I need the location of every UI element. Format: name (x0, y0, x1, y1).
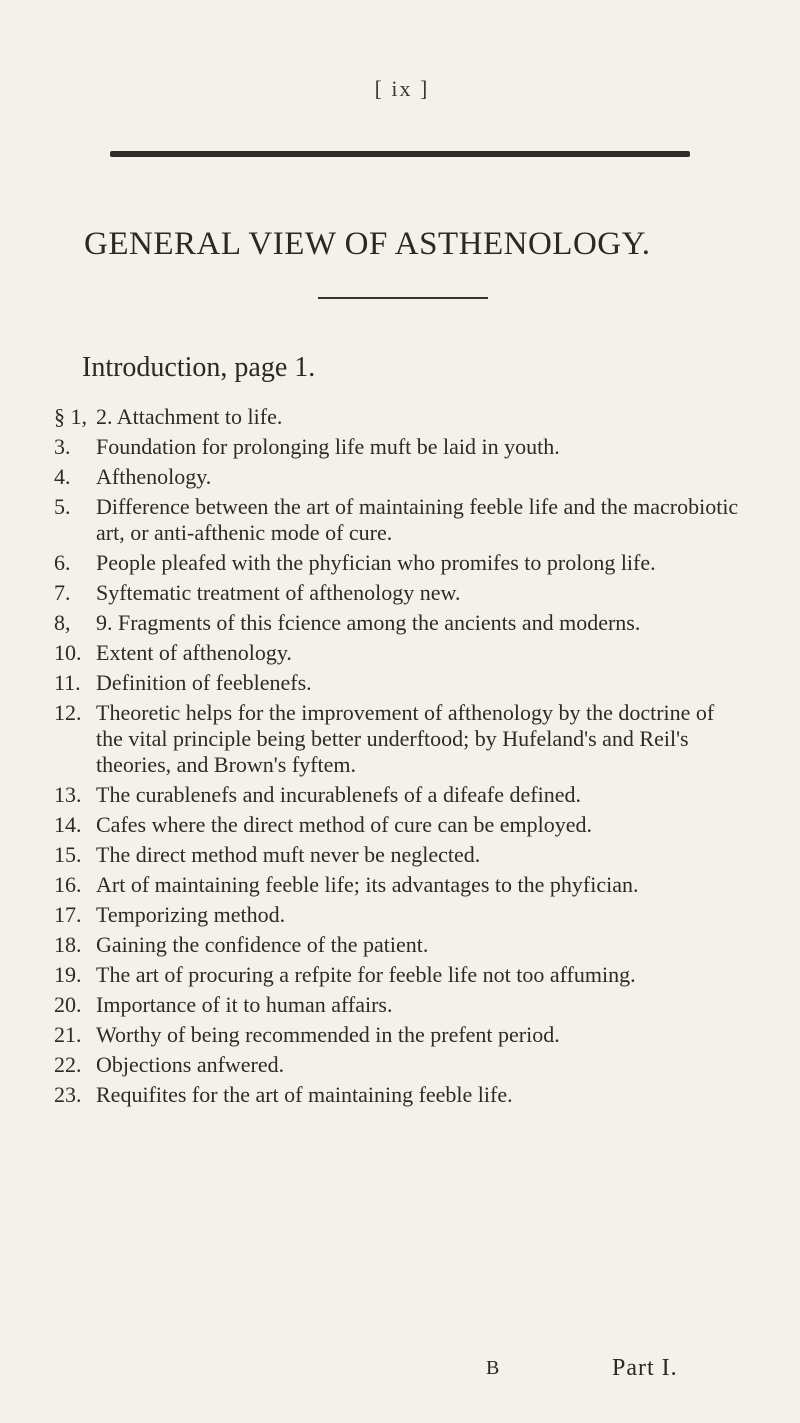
page-title: GENERAL VIEW OF ASTHENOLOGY. (84, 226, 651, 262)
contents-item-text: Worthy of being recommended in the prefent period. (96, 1022, 560, 1047)
contents-item (54, 640, 754, 666)
contents-item-number: 18. (54, 932, 82, 957)
contents-item-number: 5. (54, 494, 71, 519)
contents-item-number: 7. (54, 580, 71, 605)
contents-item-number: 14. (54, 812, 82, 837)
contents-list (54, 404, 754, 1112)
page-number: [ ix ] (374, 76, 430, 101)
contents-item-number: § 1, (54, 404, 87, 429)
contents-item-text: The curablenefs and incurablenefs of a difeafe defined. (96, 782, 581, 807)
contents-item-text: Temporizing method. (96, 902, 286, 927)
contents-item-number: 15. (54, 842, 82, 867)
contents-item-number: 21. (54, 1022, 82, 1047)
contents-item-number: 17. (54, 902, 82, 927)
contents-item (54, 812, 754, 838)
contents-item-number: 11. (54, 670, 81, 695)
contents-item (54, 1052, 754, 1078)
contents-item-text: Importance of it to human affairs. (96, 992, 393, 1017)
contents-item-text: People pleafed with the phyfician who promifes to prolong life. (96, 550, 656, 575)
contents-item-text: Definition of feeblenefs. (96, 670, 312, 695)
contents-item (54, 434, 754, 460)
section-divider (318, 297, 488, 299)
contents-item-text: Requifites for the art of maintaining feeble life. (96, 1082, 513, 1107)
contents-item-text: Gaining the confidence of the patient. (96, 932, 429, 957)
contents-item (54, 550, 754, 576)
top-rule (110, 151, 690, 157)
contents-item-text: 2. Attachment to life. (96, 404, 283, 429)
contents-item-number: 10. (54, 640, 82, 665)
contents-item-number: 12. (54, 700, 82, 725)
contents-item-number: 4. (54, 464, 71, 489)
contents-item (54, 404, 754, 430)
section-heading: Introduction, page 1. (82, 352, 316, 383)
signature-mark: B (486, 1357, 500, 1379)
contents-item (54, 842, 754, 868)
contents-item-text: Foundation for prolonging life muft be laid in youth. (96, 434, 560, 459)
contents-item (54, 992, 754, 1018)
contents-item (54, 700, 754, 778)
contents-item-text: Art of maintaining feeble life; its advantages to the phyfician. (96, 872, 639, 897)
contents-item (54, 782, 754, 808)
contents-item (54, 464, 754, 490)
contents-item-text: 9. Fragments of this fcience among the ancients and moderns. (96, 610, 641, 635)
catchword: Part I. (612, 1355, 678, 1381)
contents-item-text: Cafes where the direct method of cure can be employed. (96, 812, 593, 837)
contents-item-number: 13. (54, 782, 82, 807)
contents-item (54, 932, 754, 958)
contents-item-text: Syftematic treatment of afthenology new. (96, 580, 461, 605)
contents-item (54, 902, 754, 928)
contents-item-number: 23. (54, 1082, 82, 1107)
contents-item (54, 670, 754, 696)
page-footer (480, 1355, 760, 1389)
contents-item (54, 580, 754, 606)
contents-item-number: 3. (54, 434, 71, 459)
contents-item-text: Objections anfwered. (96, 1052, 285, 1077)
contents-item-text: Theoretic helps for the improvement of afthenology by the doctrine of the vital principle being better underftood; by Hufeland's and Reil's theories, and Brown's fyftem. (96, 700, 715, 777)
contents-item-text: Extent of afthenology. (96, 640, 292, 665)
contents-item-number: 19. (54, 962, 82, 987)
contents-item-text: Afthenology. (96, 464, 212, 489)
contents-item (54, 1022, 754, 1048)
contents-item-number: 6. (54, 550, 71, 575)
contents-item-text: The art of procuring a refpite for feeble life not too affuming. (96, 962, 636, 987)
contents-item (54, 872, 754, 898)
contents-item (54, 1082, 754, 1108)
contents-item-number: 16. (54, 872, 82, 897)
contents-item-text: Difference between the art of maintaining feeble life and the macrobiotic art, or anti-afthenic mode of cure. (96, 494, 739, 545)
contents-item (54, 494, 754, 546)
contents-item-number: 22. (54, 1052, 82, 1077)
contents-item (54, 610, 754, 636)
contents-item (54, 962, 754, 988)
contents-item-number: 8, (54, 610, 71, 635)
contents-item-number: 20. (54, 992, 82, 1017)
contents-item-text: The direct method muft never be neglected. (96, 842, 481, 867)
